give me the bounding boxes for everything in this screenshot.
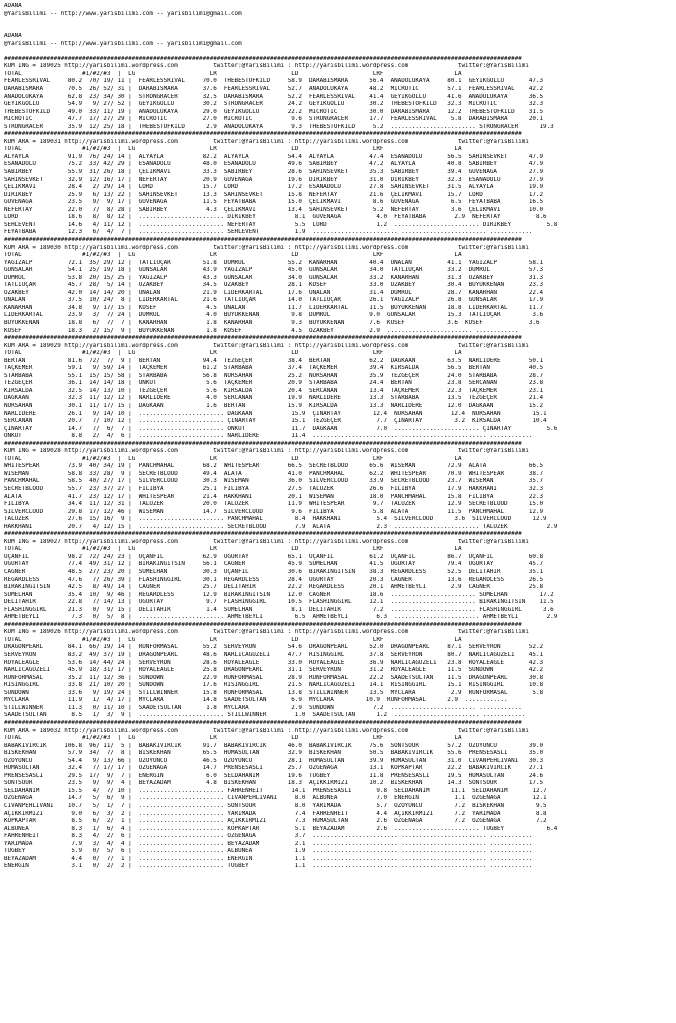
horse-row: UGURTAY 77.4 49/ 31/ 12 | BIRAKINGITSIN 56.1 CAGNER 45.9 SUMELHAN 41.5 UGURTAY 79.4 UGURTAY 45.7 — [4, 561, 544, 568]
horse-row: KOPKAPTAR 8.5 6/ 2/ 1 | ........................ AÇIKKIRMIZI 7.3 HÜMASULTAN 2.6 ÖZGENAGA 7.2 ÖZGENAGA 7.2 — [4, 818, 547, 825]
horse-row: KÖSEF 18.3 2/ 15/ 9 | BÜYÜKKENAN 1.8 KÖSEF 4.5 ÖZAKBEY 2.9 ........................ ............ — [4, 327, 519, 334]
horse-row: MICROTIC 47.7 17/ 27/ 29 | MICROTIC 27.0 MICROTIC 9.6 STRONGRACER 17.7 FEARLESSRIVAL 5.8 DARABISMARA 20.1 — [4, 116, 544, 123]
horse-row: BÜYÜKKENAN 18.8 6/ 7/ 7 | KANARHAN 1.8 KANARHAN 9.3 BÜYÜKKENAN 7.6 KÖSEF 3.6 KÖSEF 3.6 — [4, 319, 540, 326]
horse-row: FEARLESSRIVAL 80.2 70/ 19/ 11 | FEARLESSRIVAL 70.0 THEBESTOFKILD 58.9 DARABISMARA 56.4 ANADOLUKAYA 80.1 GEYIKGÖLLÜ 47.3 — [4, 78, 544, 85]
column-header-row: TOTAL #1/#2/#3 | LG LR LD LRF LA — [4, 735, 462, 742]
horse-row: DRAGONPEARL 84.1 66/ 19/ 14 | RUNFORMASAL 55.2 SERVEYRON 54.6 DRAGONPEARL 52.0 DRAGONPEARL 87.1 SERVEYRON 52.2 — [4, 644, 544, 651]
blank-line — [4, 26, 676, 34]
horse-row: ALYAYLA 91.9 76/ 24/ 14 | ALYAYLA 82.2 ALYAYLA 54.4 ALYAYLA 47.4 ESANADOLU 56.5 SAHINSEVKET 47.9 — [4, 153, 544, 160]
race-heading: KUM ARA = 189032 http://yarisbilimi.wordpress.com twitter:@YarisBilimi : http://yarisbilimi.wordpress.com twitter:@YarisBilimi — [4, 727, 529, 734]
horse-row: ÖZGENAGA 14.7 5/ 6/ 9 | ........................ CIVANPEHLIVANI 8.0 ALBUNEA 7.0 ENERGIN 1.1 ÖZGENAGA 12.1 — [4, 795, 547, 802]
section-separator: ################################################################################################################################################## — [4, 335, 522, 342]
horse-row: ENERGIN 3.1 0/ 2/ 2 | ........................ TUGBEY 1.1 ........................ ........................ ............ — [4, 863, 533, 870]
horse-row: SILVERCLOUD 29.8 17/ 12/ 46 | WISEMAN 14.7 SILVERCLOUD 9.6 FILIBYA 5.8 ALATA 11.5 PANCHMAHAL 12.9 — [4, 508, 544, 515]
horse-row: RUNFORMASAL 35.2 11/ 12/ 36 | SUNDOWN 22.9 RUNFORMASAL 28.9 RUNFORMASAL 22.2 SAADETSULTAN 11.5 DRAGONPEARL 30.8 — [4, 674, 544, 681]
horse-row: ALBUNEA 8.3 1/ 6/ 4 | ........................ KOPKAPTAR 5.1 BEYAZADAM 2.6 ........................ TUGBEY 6.4 — [4, 825, 558, 832]
horse-row: SABIRBEY 55.9 31/ 26/ 18 | ÇELIKMAVI 33.3 SABIRBEY 28.6 SAHINSEVKET 35.3 SABIRBEY 39.4 GÜVENAGA 27.9 — [4, 169, 544, 176]
horse-row: STRONGRACER 35.9 12/ 25/ 18 | THEBESTOFKILD 2.9 ANADOLUKAYA 9.3 THEBESTOFKILD 5.2 ........................ STRONGRACER 19.3 — [4, 123, 554, 130]
horse-row: MYCLARA 11.9 1/ 4/ 17 | MYCLARA 14.8 SAADETSULTAN 6.9 MYCLARA 10.9 RUNFORMASAL 2.9 ............ — [4, 697, 508, 704]
horse-row: TAÇKEMER 59.1 9/ 59/ 14 | TAÇKEMER 61.2 STARBABA 37.4 TAÇKEMER 39.4 KIRSALDA 56.5 BERTAN 40.5 — [4, 365, 544, 372]
column-header-row: TOTAL #1/#2/#3 | LG LR LD LRF LA — [4, 146, 462, 153]
horse-row: AHMETBEYLI 7.3 0/ 5/ 8 | ........................ AHMETBEYLI 6.5 AHMETBEYLI 6.3 ........................ AHMETBEYLI 2.9 — [4, 614, 558, 621]
horse-row: GEYIKGÖLLÜ 54.9 9/ 27/ 52 | GEYIKGÖLLÜ 30.2 STRONGRACER 24.2 GEYIKGÖLLÜ 30.2 THEBESTOFKILD 32.3 MICROTIC 32.3 — [4, 101, 544, 108]
column-header-row: TOTAL #1/#2/#3 | LG LR LD LRF LA — [4, 546, 462, 553]
horse-row: DARABISMARA 70.5 26/ 52/ 31 | DARABISMARA 37.6 FEARLESSRIVAL 52.7 ANADOLUKAYA 48.2 MICROTIC 57.1 FEARLESSRIVAL 42.2 — [4, 86, 544, 93]
horse-row: PRENSESASLI 29.5 17/ 9/ 7 | ENERGIN 6.0 SELDAHANIM 19.6 TUGBEY 11.8 PRENSESASLI 19.5 HÜMASULTAN 24.6 — [4, 772, 544, 779]
horse-row: LORD 18.6 8/ 8/ 12 | ........................ DIRIKBEY 8.1 GÜVENAGA 4.0 FEYATBABA 2.9 NEFERTAY 8.6 — [4, 214, 547, 221]
horse-row: REGARDLESS 47.6 7/ 26/ 39 | FLASHINGGIRL 30.1 REGARDLESS 28.4 UGURTAY 20.3 CAGNER 13.6 REGARDLESS 26.5 — [4, 576, 544, 583]
horse-row: RISINGGIRL 33.8 21/ 10/ 20 | SUNDOWN 17.6 RISINGGIRL 21.5 NARLICAGÜZELI 14.1 RISINGGIRL 15.1 RISINGGIRL 10.8 — [4, 682, 544, 689]
horse-row: GÜVENAGA 23.5 9/ 9/ 17 | GÜVENAGA 11.5 FEYATBABA 15.0 ÇELIKMAVI 8.6 GÜVENAGA 6.5 FEYATBABA 16.5 — [4, 199, 544, 206]
horse-row: SELDAHANIM 15.5 4/ 7/ 10 | ........................ FAHRENHEIT 14.1 PRENSESASLI 9.8 SELDAHANIM 11.1 SELDAHANIM 12.7 — [4, 787, 547, 794]
horse-row: GÜNSALAR 54.1 25/ 19/ 18 | GÜNSALAR 43.9 YAGIZALP 45.0 GÜNSALAR 34.0 TATLIÜÇAR 33.2 DUMRUL 57.3 — [4, 267, 544, 274]
horse-row: NURSAHAN 30.1 11/ 17/ 15 | DAGKAAN 1.6 BERTAN 15.9 KIRSALDA 13.3 NARLIDERE 12.0 DAGKAAN 15.2 — [4, 402, 544, 409]
horse-row: UÇANFIL 98.2 72/ 24/ 23 | UÇANFIL 62.9 UGURTAY 65.1 UÇANFIL 61.2 UÇANFIL 86.7 UÇANFIL 60.8 — [4, 553, 544, 560]
horse-row: ÖZOYUNCU 54.4 9/ 13/ 66 | ÖZOYUNCU 46.5 ÖZOYUNCU 28.1 HÜMASULTAN 39.9 HÜMASULTAN 31.0 CIVANPEHLIVANI 30.3 — [4, 757, 544, 764]
horse-row: ÜNALAN 37.5 10/ 24/ 8 | LIDERKARTAL 21.6 TATLIÜÇAR 14.0 TATLIÜÇAR 26.1 YAGIZALP 26.8 GÜNSALAR 17.9 — [4, 297, 544, 304]
column-header-row: TOTAL #1/#2/#3 | LG LR LD LRF LA — [4, 252, 462, 259]
horse-row: WHITESPEAR 73.9 40/ 34/ 19 | PANCHMAHAL 68.2 WHITESPEAR 66.5 SECRETBLOOD 65.6 WISEMAN 72.9 ALATA 66.5 — [4, 463, 544, 470]
horse-row: ROYALEAGLE 53.6 14/ 44/ 24 | SERVEYRON 28.6 ROYALEAGLE 33.0 ROYALEAGLE 36.9 NARLICAGÜZELI 23.8 ROYALEAGLE 42.3 — [4, 659, 544, 666]
horse-row: BEYAZADAM 4.4 0/ 7/ 1 | ........................ ENERGIN 1.1 ........................ ........................ ............ — [4, 855, 533, 862]
section-separator: ################################################################################################################################################## — [4, 440, 522, 447]
horse-row: SUNDOWN 33.6 9/ 19/ 24 | STILLWINNER 15.8 RUNFORMASAL 13.8 STILLWINNER 13.5 MYCLARA 2.9 RUNFORMASAL 5.8 — [4, 689, 544, 696]
race-heading: KUM ING = 189026 http://yarisbilimi.wordpress.com twitter:@YarisBilimi : http://yarisbilimi.wordpress.com twitter:@YarisBilimi — [4, 629, 529, 636]
horse-row: PANCHMAHAL 58.5 40/ 27/ 17 | SILVERCLOUD 30.3 WISEMAN 36.0 SILVERCLOUD 33.9 SECRETBLOOD 23.7 WISEMAN 35.7 — [4, 478, 544, 485]
horse-row: ESANADOLU 75.2 33/ 42/ 29 | ESANADOLU 48.0 ESANADOLU 49.6 SABIRBEY 47.2 ALYAYLA 40.8 SABIRBEY 47.9 — [4, 161, 544, 168]
horse-row: BABAKIVIRCIK 106.8 96/ 11/ 5 | BABAKIVIRCIK 91.7 BABAKIVIRCIK 46.0 BABAKIVIRCIK 75.6 SONTSOUR 57.2 ÖZOYUNCU 39.0 — [4, 742, 544, 749]
horse-row: TEZGEÇER 36.1 14/ 14/ 18 | ONKUT 5.6 TAÇKEMER 20.9 STARBABA 24.4 BERTAN 23.8 SERCANAN 23.8 — [4, 380, 544, 387]
horse-row: ALATA 41.7 23/ 12/ 17 | WHITESPEAR 21.4 HAKKHANI 20.1 WISEMAN 18.0 PANCHMAHAL 15.8 FILIBYA 22.3 — [4, 493, 544, 500]
horse-row: FAHRENHEIT 8.3 4/ 2/ 6 | ........................ ÖZGENAGA 3.7 ........................ ........................ ............ — [4, 833, 533, 840]
horse-row: DELITAHIR 22.8 7/ 14/ 13 | UGURTAY 9.7 FLASHINGGIRL 10.5 FLASHINGGIRL 12.1 ........................ BIRAKINGITSIN 11.5 — [4, 599, 554, 606]
race-heading: KUM ING = 189027 http://yarisbilimi.wordpress.com twitter:@YarisBilimi : http://yarisbilimi.wordpress.com twitter:@YarisBilimi — [4, 538, 529, 545]
horse-row: FILIBYA 34.4 11/ 12/ 31 | TALUZEK 20.0 TALUZEK 11.9 WHITESPEAR 9.7 TALUZEK 12.9 SECRETBLOOD 15.0 — [4, 501, 544, 508]
horse-row: SAHINSEVKET 32.9 12/ 16/ 17 | NEFERTAY 20.9 GÜVENAGA 19.6 DIRIKBEY 31.0 DIRIKBEY 32.3 ESANADOLU 27.9 — [4, 176, 544, 183]
horse-row: YARIMADA 7.9 3/ 4/ 4 | ........................ BEYAZADAM 2.1 ........................ ........................ ............ — [4, 840, 533, 847]
horse-row: TATLIÜÇAR 45.7 28/ 5/ 14 | ÖZAKBEY 34.5 ÖZAKBEY 28.1 KÖSEF 33.0 ÖZAKBEY 30.4 BÜYÜKKENAN 23.3 — [4, 282, 544, 289]
horse-row: STILLWINNER 11.3 0/ 11/ 10 | SAADETSULTAN 1.8 MYCLARA 2.9 SUNDOWN 7.2 ........................ ............ — [4, 704, 522, 711]
horse-row: ÇELIKMAVI 28.4 2/ 29/ 14 | LORD 15.7 LORD 17.2 ESANADOLU 27.8 SAHINSEVKET 31.5 ALYAYLA 19.9 — [4, 184, 544, 191]
blank-line — [4, 18, 676, 26]
horse-row: WISEMAN 58.8 33/ 28/ 9 | SECRETBLOOD 49.4 ALATA 41.0 PANCHMAHAL 62.2 WHITESPEAR 70.9 WHITESPEAR 38.7 — [4, 470, 544, 477]
horse-row: KIRSALDA 32.5 14/ 13/ 10 | TEZGEÇER 5.6 KIRSALDA 20.4 SERCANAN 13.4 TAÇKEMER 22.3 TAÇKEMER 23.1 — [4, 387, 544, 394]
section-separator: ################################################################################################################################################## — [4, 55, 522, 62]
column-header-row: TOTAL #1/#2/#3 | LG LR LD LRF LA — [4, 455, 462, 462]
horse-row: FEYATBABA 12.3 6/ 4/ 7 | ........................ SEHLEVENT 1.9 ........................ ........................ ............ — [4, 229, 533, 236]
horse-row: BERTAN 81.6 72/ 7/ 9 | BERTAN 94.4 TEZGEÇER 38.4 BERTAN 62.2 DAGKAAN 63.5 NARLIDERE 50.1 — [4, 357, 544, 364]
horse-row: ÇINARTAY 14.7 7/ 6/ 7 | ........................ ONKUT 11.7 DAGKAAN 7.0 ........................ ÇINARTAY 5.6 — [4, 425, 558, 432]
section-separator: ################################################################################################################################################## — [4, 621, 522, 628]
horse-row: SEHLEVENT 14.6 4/ 11/ 12 | ........................ NEFERTAY 5.5 LORD 1.2 ........................ DIRIKBEY 5.8 — [4, 221, 558, 228]
horse-row: TALUZEK 27.6 15/ 16/ 9 | ........................ PANCHMAHAL 8.4 HAKKHANI 5.4 SILVERCLOUD 3.6 SILVERCLOUD 12.9 — [4, 516, 547, 523]
horse-row: HAKKHANI 20.7 4/ 12/ 15 | ........................ SECRETBLOOD 7.9 ALATA 2.3 ........................ TALUZEK 2.9 — [4, 523, 558, 530]
section-separator: ################################################################################################################################################## — [4, 531, 522, 538]
horse-row: SECRETBLOOD 55.7 23/ 37/ 27 | FILIBYA 25.1 FILIBYA 27.5 TALUZEK 26.6 FILIBYA 17.9 HAKKHANI 32.3 — [4, 486, 544, 492]
horse-row: ÖZAKBEY 42.0 14/ 14/ 20 | ÜNALAN 21.9 LIDERKARTAL 17.6 ÜNALAN 31.4 DUMRUL 28.7 KANARHAN 22.4 — [4, 289, 544, 296]
race-heading: KUM ARA = 189031 http://yarisbilimi.wordpress.com twitter:@YarisBilimi : http://yarisbilimi.wordpress.com twitter:@YarisBilimi — [4, 138, 529, 145]
horse-row: SUMELHAN 35.4 10/ 9/ 46 | REGARDLESS 12.9 BIRAKINGITSIN 12.0 CAGNER 18.6 ........................ SUMELHAN 17.2 — [4, 591, 554, 598]
contact-line: @YarisBilimi -- http://www.yarisbilimi.com -- yarisbilimi@gmail.com — [4, 40, 242, 47]
horse-row: AÇIKKIRMIZI 9.0 6/ 3/ 2 | ........................ YARIMADA 7.4 FAHRENHEIT 4.4 AÇIKKIRMIZI 7.2 YARIMADA 8.8 — [4, 810, 547, 817]
horse-row: NARLIDERE 26.1 9/ 14/ 10 | ........................ DAGKAAN 15.9 ÇINARTAY 12.4 NURSAHAN 12.4 NURSAHAN 15.1 — [4, 410, 547, 417]
horse-row: KANARHAN 34.8 9/ 17/ 15 | KÖSEF 4.5 ÜNALAN 11.7 LIDERKARTAL 11.5 BÜYÜKKENAN 18.8 LIDERKARTAL 11.7 — [4, 304, 544, 311]
blank-line — [4, 48, 676, 56]
horse-row: FLASHINGGIRL 21.3 0/ 9/ 15 | DELITAHIR 1.4 SUMELHAN 8.1 DELITAHIR 7.2 ........................ FLASHINGGIRL 3.6 — [4, 606, 554, 613]
horse-row: CIVANPEHLIVANI 10.7 5/ 1/ 7 | ........................ SONTSOUR 8.0 YARIMADA 5.7 ÖZOYUNCU 7.2 BISKEKHAN 9.5 — [4, 802, 547, 809]
horse-row: BIRAKINGITSIN 42.5 8/ 49/ 14 | CAGNER 25.7 DELITAHIR 22.2 REGARDLESS 20.1 AHMETBEYLI 2.9 CAGNER 25.8 — [4, 584, 544, 591]
race-heading: KUM ING = 189028 http://yarisbilimi.wordpress.com twitter:@YarisBilimi : http://yarisbilimi.wordpress.com twitter:@YarisBilimi — [4, 448, 529, 455]
horse-row: SERVEYRON 83.2 49/ 37/ 19 | DRAGONPEARL 48.6 NARLICAGÜZELI 47.7 RISINGGIRL 37.8 SERVEYRON 80.7 NARLICAGÜZELI 45.1 — [4, 652, 544, 659]
section-separator: ################################################################################################################################################## — [4, 719, 522, 726]
horse-row: YAGIZALP 72.1 35/ 29/ 12 | TATLIÜÇAR 51.8 DUMRUL 55.2 KANARHAN 40.4 ÜNALAN 41.1 YAGIZALP 58.1 — [4, 259, 544, 266]
horse-row: DUMRUL 53.8 20/ 15/ 25 | YAGIZALP 43.3 GÜNSALAR 34.0 GÜNSALAR 33.2 KANARHAN 31.3 ÖZAKBEY 31.3 — [4, 274, 544, 281]
horse-row: NARLICAGÜZELI 45.9 18/ 31/ 17 | ROYALEAGLE 25.8 DRAGONPEARL 31.1 SERVEYRON 31.2 ROYALEAGLE 11.5 SUNDOWN 42.2 — [4, 667, 544, 674]
column-header-row: TOTAL #1/#2/#3 | LG LR LD LRF LA — [4, 350, 462, 357]
section-separator: ################################################################################################################################################## — [4, 131, 522, 138]
horse-row: TUGBEY 5.9 0/ 5/ 6 | ........................ ALBUNEA 1.9 ........................ ........................ ............ — [4, 848, 533, 855]
horse-row: ANADOLUKAYA 62.8 23/ 34/ 30 | STRONGRACER 32.5 DARABISMARA 52.2 FEARLESSRIVAL 41.4 GEYIKGÖLLÜ 41.6 ANADOLUKAYA 36.5 — [4, 93, 544, 100]
horse-row: STARBABA 55.1 15/ 15/ 58 | STARBABA 56.8 NURSAHAN 25.2 NURSAHAN 35.9 TEZGEÇER 24.0 STARBABA 28.7 — [4, 372, 544, 379]
race-heading: KUM ARA = 189030 http://yarisbilimi.wordpress.com twitter:@YarisBilimi : http://yarisbilimi.wordpress.com twitter:@YarisBilimi — [4, 244, 529, 251]
horse-row: DIRIKBEY 25.9 6/ 13/ 22 | SAHINSEVKET 13.3 SAHINSEVKET 15.8 NEFERTAY 21.6 ÇELIKMAVI 15.7 LORD 17.2 — [4, 191, 544, 198]
horse-row: SONTSOUR 23.5 9/ 9/ 4 | BEYAZADAM 4.8 BISKEKHAN 18.3 AÇIKKIRMIZI 10.2 BISKEKHAN 14.3 SONTSOUR 17.5 — [4, 780, 544, 787]
horse-row: BISKEKHAN 57.9 34/ 7/ 8 | BISKEKHAN 65.5 HÜMASULTAN 32.9 BISKEKHAN 50.5 BABAKIVIRCIK 55.6 PRENSESASLI 35.0 — [4, 750, 544, 757]
column-header-row: TOTAL #1/#2/#3 | LG LR LD LRF LA — [4, 70, 462, 77]
horse-row: NEFERTAY 22.0 7/ 8/ 28 | SABIRBEY 4.3 ÇELIKMAVI 13.4 SAHINSEVKET 5.2 NEFERTAY 3.6 ÇELIKMAVI 10.0 — [4, 206, 544, 213]
race-heading: KUM ING = 189025 http://yarisbilimi.wordpress.com twitter:@YarisBilimi : http://yarisbilimi.wordpress.com twitter:@YarisBilimi — [4, 63, 529, 70]
race-heading: KUM ARA = 189029 http://yarisbilimi.wordpress.com twitter:@YarisBilimi : http://yarisbilimi.wordpress.com twitter:@YarisBilimi — [4, 342, 529, 349]
horse-row: LIDERKARTAL 23.9 3/ 7/ 24 | DUMRUL 4.0 BÜYÜKKENAN 9.8 DUMRUL 9.0 GÜNSALAR 15.3 TATLIÜÇAR 3.6 — [4, 312, 544, 319]
horse-row: ONKUT 8.8 2/ 4/ 6 | ........................ NARLIDERE 11.4 ........................ ........................ ............ — [4, 433, 533, 440]
horse-row: THEBESTOFKILD 49.0 33/ 11/ 19 | ANADOLUKAYA 29.0 GEYIKGÖLLÜ 22.2 MICROTIC 30.0 DARABISMARA 12.2 THEBESTOFKILD 31.5 — [4, 108, 544, 115]
section-separator: ################################################################################################################################################## — [4, 236, 522, 243]
column-header-row: TOTAL #1/#2/#3 | LG LR LD LRF LA — [4, 636, 462, 643]
horse-row: HÜMASULTAN 32.4 7/ 17/ 17 | ÖZGENAGA 14.7 PRENSESASLI 25.7 ÖZGENAGA 13.1 KOPKAPTAR 22.2 BABAKIVIRCIK 27.1 — [4, 765, 544, 772]
horse-row: DAGKAAN 32.3 11/ 12/ 12 | NARLIDERE 4.0 SERCANAN 19.9 NARLIDERE 13.3 STARBABA 13.5 TEZGEÇER 21.4 — [4, 395, 544, 402]
horse-row: CAGNER 48.5 27/ 23/ 20 | SUMELHAN 30.3 UÇANFIL 30.6 BIRAKINGITSIN 38.3 REGARDLESS 52.5 DELITAHIR 35.1 — [4, 569, 544, 576]
city-heading: ADANA — [4, 33, 22, 40]
city-heading: ADANA — [4, 3, 22, 9]
contact-line: @YarisBilimi -- http://www.yarisbilimi.com -- yarisbilimi@gmail.com — [4, 10, 242, 17]
horse-row: SAADETSULTAN 8.5 1/ 3/ 9 | ........................ STILLWINNER 1.0 SAADETSULTAN 1.2 ........................ ............ — [4, 712, 526, 719]
horse-row: SERCANAN 20.7 7/ 10/ 12 | ........................ ÇINARTAY 15.1 TEZGEÇER 7.7 ÇINARTAY 3.2 KIRSALDA 10.4 — [4, 418, 547, 425]
